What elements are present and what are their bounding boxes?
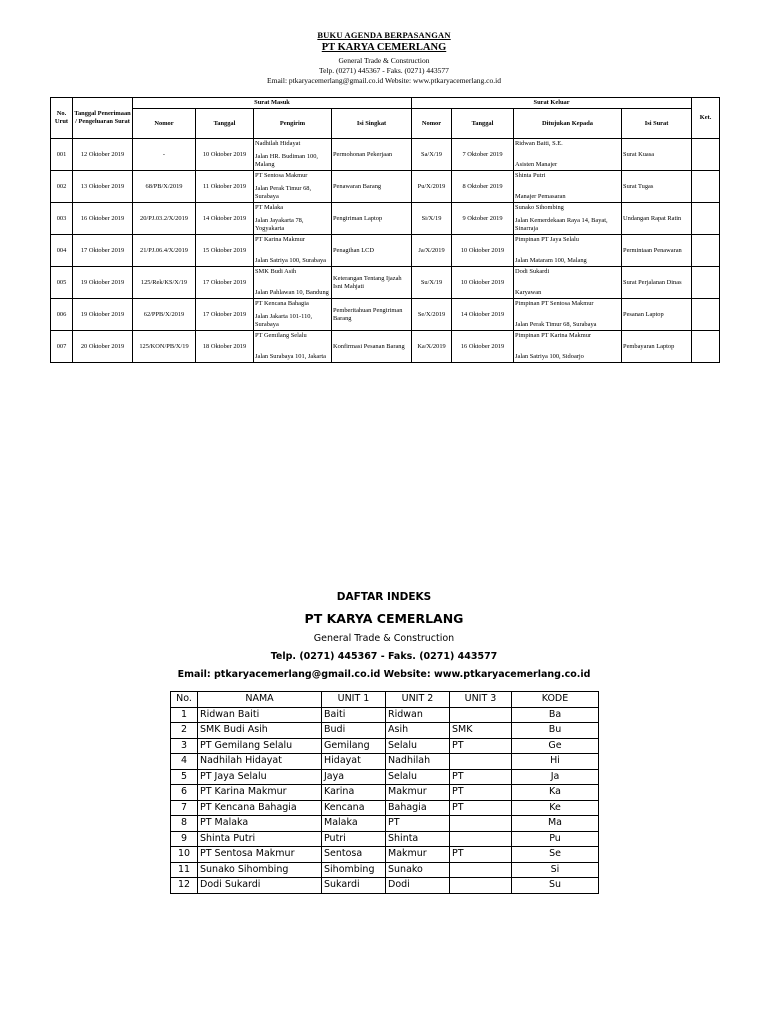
header-surat-masuk: Surat Masuk <box>133 98 412 109</box>
agenda-pengirim-name: PT Kencana Bahagia <box>255 300 309 307</box>
agenda-tanggal: 17 Oktober 2019 <box>73 235 133 267</box>
header-tanggal: Tanggal Penerimaan / Pengeluaran Surat <box>73 98 133 139</box>
agenda-out-nomor: Ka/X/2019 <box>412 331 452 363</box>
agenda-pengirim-name: PT Karina Makmur <box>255 236 305 243</box>
index-unit2: PT <box>386 816 450 832</box>
agenda-isi-singkat: Keterangan Tentang Ijazah Isni Mahjati <box>332 267 412 299</box>
index-row <box>171 816 599 832</box>
agenda-isi-singkat: Konfirmasi Pesanan Barang <box>332 331 412 363</box>
agenda-in-nomor: 125/Rek/KS/X/19 <box>133 267 196 299</box>
agenda-ket <box>692 267 720 299</box>
agenda-ket <box>692 331 720 363</box>
agenda-pengirim-detail: Jalan Perak Timur 68, Surabaya <box>255 185 312 200</box>
agenda-tujuan-detail: Jalan Perak Timur 68, Surabaya <box>515 321 597 328</box>
index-company: PT KARYA CEMERLANG <box>304 611 464 626</box>
agenda-no: 007 <box>51 331 73 363</box>
agenda-out-nomor: Su/X/19 <box>412 267 452 299</box>
agenda-isi-surat: Undangan Rapat Ratin <box>622 203 692 235</box>
agenda-tanggal: 19 Oktober 2019 <box>73 267 133 299</box>
index-header-unit2: UNIT 2 <box>386 692 450 708</box>
agenda-isi-singkat: Pemberitahuan Pengiriman Barang <box>332 299 412 331</box>
agenda-out-tanggal: 8 Oktober 2019 <box>452 171 514 203</box>
agenda-tujuan-detail: Asisten Manajer <box>515 161 558 168</box>
agenda-tujuan-detail: Manajer Pemasaran <box>515 193 566 200</box>
index-unit1: Sukardi <box>322 878 386 894</box>
agenda-table <box>50 97 720 363</box>
index-unit2: Selalu <box>386 769 450 785</box>
agenda-in-tanggal: 15 Oktober 2019 <box>196 235 254 267</box>
agenda-isi-surat: Permintaan Penawaran <box>622 235 692 267</box>
agenda-isi-singkat: Pengiriman Laptop <box>332 203 412 235</box>
agenda-pengirim-name: SMK Budi Asih <box>255 268 297 275</box>
index-nama: Nadhilah Hidayat <box>198 754 322 770</box>
agenda-ket <box>692 203 720 235</box>
agenda-no: 006 <box>51 299 73 331</box>
index-nama: PT Kencana Bahagia <box>198 800 322 816</box>
header-ditujukan: Ditujukan Kepada <box>514 109 622 139</box>
agenda-header <box>0 0 768 86</box>
agenda-row <box>51 331 720 363</box>
agenda-tujuan-detail: Jalan Kemerdekaan Raya 14, Bayat, Sinarraja <box>515 217 608 232</box>
index-unit2: Selalu <box>386 738 450 754</box>
agenda-out-tanggal: 7 Oktober 2019 <box>452 139 514 171</box>
agenda-no: 005 <box>51 267 73 299</box>
agenda-pengirim <box>254 235 332 267</box>
agenda-pengirim-detail: Jalan Pahlawan 10, Bandung <box>255 289 329 296</box>
agenda-in-tanggal: 18 Oktober 2019 <box>196 331 254 363</box>
agenda-phone: Telp. (0271) 445367 - Faks. (0271) 443577 <box>319 66 449 75</box>
agenda-in-nomor: 68/PB/X/2019 <box>133 171 196 203</box>
agenda-isi-singkat: Penagihan LCD <box>332 235 412 267</box>
index-no: 1 <box>171 707 198 723</box>
agenda-tanggal: 16 Oktober 2019 <box>73 203 133 235</box>
agenda-ket <box>692 299 720 331</box>
agenda-out-nomor: Ja/X/2019 <box>412 235 452 267</box>
agenda-in-nomor: - <box>133 139 196 171</box>
agenda-subtitle: General Trade & Construction <box>338 56 430 65</box>
index-unit3 <box>450 707 512 723</box>
index-nama: Ridwan Baiti <box>198 707 322 723</box>
agenda-out-nomor: Se/X/2019 <box>412 299 452 331</box>
agenda-no: 004 <box>51 235 73 267</box>
index-kode: Bu <box>512 723 599 739</box>
agenda-isi-surat: Pembayaran Laptop <box>622 331 692 363</box>
agenda-out-nomor: Sa/X/19 <box>412 139 452 171</box>
agenda-pengirim-name: Nadhilah Hidayat <box>255 140 301 147</box>
agenda-company: PT KARYA CEMERLANG <box>321 42 447 53</box>
agenda-isi-surat: Pesanan Laptop <box>622 299 692 331</box>
index-kode: Hi <box>512 754 599 770</box>
index-title: DAFTAR INDEKS <box>336 591 432 603</box>
agenda-isi-surat: Surat Tugas <box>622 171 692 203</box>
header-in-tanggal: Tanggal <box>196 109 254 139</box>
index-nama: Shinta Putri <box>198 831 322 847</box>
agenda-tujuan <box>514 267 622 299</box>
index-unit3: PT <box>450 769 512 785</box>
agenda-isi-surat: Surat Perjalanan Dinas <box>622 267 692 299</box>
index-unit2: Nadhilah <box>386 754 450 770</box>
agenda-out-tanggal: 10 Oktober 2019 <box>452 235 514 267</box>
index-kode: Su <box>512 878 599 894</box>
index-kode: Ka <box>512 785 599 801</box>
agenda-tujuan-detail: Jalan Satriya 100, Sidoarjo <box>515 353 584 360</box>
index-unit3 <box>450 816 512 832</box>
agenda-title: BUKU AGENDA BERPASANGAN <box>317 30 451 40</box>
agenda-tanggal: 20 Oktober 2019 <box>73 331 133 363</box>
index-unit3: PT <box>450 785 512 801</box>
index-unit1: Jaya <box>322 769 386 785</box>
agenda-tujuan-name: Ridwan Baiti, S.E. <box>515 140 563 147</box>
header-isi-surat: Isi Surat <box>622 109 692 139</box>
agenda-in-tanggal: 17 Oktober 2019 <box>196 267 254 299</box>
index-header-nama: NAMA <box>198 692 322 708</box>
index-row <box>171 878 599 894</box>
agenda-row <box>51 235 720 267</box>
index-kode: Ma <box>512 816 599 832</box>
header-isi-singkat: Isi Singkat <box>332 109 412 139</box>
index-unit2: Sunako <box>386 862 450 878</box>
agenda-pengirim-detail: Jalan Surabaya 101, Jakarta <box>255 353 326 360</box>
index-header-no: No. <box>171 692 198 708</box>
index-kode: Si <box>512 862 599 878</box>
index-unit3 <box>450 878 512 894</box>
index-row <box>171 831 599 847</box>
index-row <box>171 847 599 863</box>
index-nama: Dodi Sukardi <box>198 878 322 894</box>
index-unit2: Makmur <box>386 847 450 863</box>
header-out-tanggal: Tanggal <box>452 109 514 139</box>
index-row <box>171 723 599 739</box>
header-in-nomor: Nomor <box>133 109 196 139</box>
index-no: 11 <box>171 862 198 878</box>
index-unit2: Ridwan <box>386 707 450 723</box>
header-no: No. Urut <box>51 98 73 139</box>
index-unit1: Hidayat <box>322 754 386 770</box>
agenda-pengirim-detail: Jalan Jakarta 101-110, Surabaya <box>255 313 313 328</box>
agenda-tanggal: 19 Oktober 2019 <box>73 299 133 331</box>
agenda-out-tanggal: 9 Oktober 2019 <box>452 203 514 235</box>
agenda-pengirim <box>254 331 332 363</box>
agenda-pengirim <box>254 267 332 299</box>
index-unit2: Bahagia <box>386 800 450 816</box>
index-nama: PT Sentosa Makmur <box>198 847 322 863</box>
agenda-pengirim <box>254 171 332 203</box>
index-unit1: Karina <box>322 785 386 801</box>
index-subtitle: General Trade & Construction <box>313 633 455 644</box>
agenda-isi-surat: Surat Kuasa <box>622 139 692 171</box>
index-kode: Pu <box>512 831 599 847</box>
agenda-row <box>51 171 720 203</box>
index-header <box>0 590 768 681</box>
index-no: 10 <box>171 847 198 863</box>
agenda-row <box>51 139 720 171</box>
agenda-tujuan-name: Pimpinan PT Sentosa Makmur <box>515 300 594 307</box>
index-kode: Ke <box>512 800 599 816</box>
agenda-in-nomor: 20/PJ.03.2/X/2019 <box>133 203 196 235</box>
agenda-in-tanggal: 14 Oktober 2019 <box>196 203 254 235</box>
index-no: 4 <box>171 754 198 770</box>
agenda-isi-singkat: Penawaran Barang <box>332 171 412 203</box>
index-nama: PT Jaya Selalu <box>198 769 322 785</box>
index-row <box>171 738 599 754</box>
index-no: 6 <box>171 785 198 801</box>
index-unit3: PT <box>450 847 512 863</box>
index-no: 9 <box>171 831 198 847</box>
index-unit2: Dodi <box>386 878 450 894</box>
index-contact: Email: ptkaryacemerlang@gmail.co.id Website: www.ptkaryacemerlang.co.id <box>177 669 591 680</box>
index-kode: Se <box>512 847 599 863</box>
index-unit3: PT <box>450 738 512 754</box>
index-unit2: Asih <box>386 723 450 739</box>
agenda-contact: Email: ptkaryacemerlang@gmail.co.id Website: www.ptkaryacemerlang.co.id <box>267 76 501 85</box>
index-unit1: Sihombing <box>322 862 386 878</box>
agenda-tujuan-detail: Jalan Mataram 100, Malang <box>515 257 587 264</box>
index-phone: Telp. (0271) 445367 - Faks. (0271) 443577 <box>270 651 498 662</box>
agenda-tanggal: 12 Oktober 2019 <box>73 139 133 171</box>
index-unit3: SMK <box>450 723 512 739</box>
agenda-isi-singkat: Permohonan Pekerjaan <box>332 139 412 171</box>
index-no: 7 <box>171 800 198 816</box>
index-nama: PT Malaka <box>198 816 322 832</box>
index-nama: SMK Budi Asih <box>198 723 322 739</box>
index-no: 3 <box>171 738 198 754</box>
index-row <box>171 785 599 801</box>
agenda-pengirim-detail: Jalan Jayakarta 78, Yogyakarta <box>255 217 304 232</box>
agenda-pengirim <box>254 299 332 331</box>
index-unit1: Putri <box>322 831 386 847</box>
index-unit2: Makmur <box>386 785 450 801</box>
agenda-pengirim-name: PT Sentosa Makmur <box>255 172 308 179</box>
index-nama: Sunako Sihombing <box>198 862 322 878</box>
agenda-ket <box>692 139 720 171</box>
index-unit2: Shinta <box>386 831 450 847</box>
index-header-kode: KODE <box>512 692 599 708</box>
agenda-in-tanggal: 17 Oktober 2019 <box>196 299 254 331</box>
agenda-pengirim-name: PT Gemilang Selalu <box>255 332 307 339</box>
index-nama: PT Gemilang Selalu <box>198 738 322 754</box>
index-kode: Ja <box>512 769 599 785</box>
agenda-out-nomor: Si/X/19 <box>412 203 452 235</box>
agenda-ket <box>692 171 720 203</box>
header-out-nomor: Nomor <box>412 109 452 139</box>
index-row <box>171 769 599 785</box>
agenda-row <box>51 203 720 235</box>
index-no: 2 <box>171 723 198 739</box>
agenda-pengirim <box>254 203 332 235</box>
header-surat-keluar: Surat Keluar <box>412 98 692 109</box>
index-unit1: Baiti <box>322 707 386 723</box>
index-unit1: Kencana <box>322 800 386 816</box>
agenda-tujuan <box>514 235 622 267</box>
index-no: 8 <box>171 816 198 832</box>
agenda-in-nomor: 62/PPB/X/2019 <box>133 299 196 331</box>
agenda-tujuan <box>514 299 622 331</box>
agenda-out-tanggal: 10 Oktober 2019 <box>452 267 514 299</box>
index-row <box>171 754 599 770</box>
index-no: 12 <box>171 878 198 894</box>
agenda-in-nomor: 21/PJ.06.4/X/2019 <box>133 235 196 267</box>
agenda-tanggal: 13 Oktober 2019 <box>73 171 133 203</box>
agenda-pengirim-detail: Jalan HR. Budiman 100, Malang <box>255 153 319 168</box>
agenda-pengirim <box>254 139 332 171</box>
agenda-row <box>51 299 720 331</box>
agenda-tujuan-name: Shinta Putri <box>515 172 546 179</box>
index-row <box>171 800 599 816</box>
agenda-tujuan <box>514 331 622 363</box>
agenda-in-nomor: 125/KON/PB/X/19 <box>133 331 196 363</box>
agenda-tujuan-name: Sunako Sihombing <box>515 204 564 211</box>
index-row <box>171 862 599 878</box>
agenda-tujuan-name: Dodi Sukardi <box>515 268 550 275</box>
agenda-tujuan-name: Pimpinan PT Jaya Selalu <box>515 236 579 243</box>
agenda-tujuan-detail: Karyawan <box>515 289 542 296</box>
index-header-unit3: UNIT 3 <box>450 692 512 708</box>
agenda-no: 002 <box>51 171 73 203</box>
agenda-no: 001 <box>51 139 73 171</box>
index-unit1: Malaka <box>322 816 386 832</box>
index-unit3 <box>450 862 512 878</box>
index-unit3 <box>450 754 512 770</box>
agenda-pengirim-detail: Jalan Satriya 100, Surabaya <box>255 257 326 264</box>
header-ket: Ket. <box>692 98 720 139</box>
agenda-tujuan <box>514 203 622 235</box>
agenda-in-tanggal: 10 Oktober 2019 <box>196 139 254 171</box>
index-kode: Ba <box>512 707 599 723</box>
index-kode: Ge <box>512 738 599 754</box>
agenda-pengirim-name: PT Malaka <box>255 204 284 211</box>
index-table <box>170 691 599 894</box>
agenda-tujuan <box>514 139 622 171</box>
index-unit1: Gemilang <box>322 738 386 754</box>
agenda-ket <box>692 235 720 267</box>
index-row <box>171 707 599 723</box>
agenda-out-nomor: Pu/X/2019 <box>412 171 452 203</box>
index-unit1: Sentosa <box>322 847 386 863</box>
header-pengirim: Pengirim <box>254 109 332 139</box>
index-unit1: Budi <box>322 723 386 739</box>
index-header-unit1: UNIT 1 <box>322 692 386 708</box>
agenda-in-tanggal: 11 Oktober 2019 <box>196 171 254 203</box>
index-no: 5 <box>171 769 198 785</box>
agenda-tujuan <box>514 171 622 203</box>
agenda-row <box>51 267 720 299</box>
agenda-no: 003 <box>51 203 73 235</box>
index-nama: PT Karina Makmur <box>198 785 322 801</box>
agenda-tujuan-name: Pimpinan PT Karina Makmur <box>515 332 592 339</box>
agenda-out-tanggal: 14 Oktober 2019 <box>452 299 514 331</box>
index-unit3 <box>450 831 512 847</box>
index-unit3: PT <box>450 800 512 816</box>
agenda-out-tanggal: 16 Oktober 2019 <box>452 331 514 363</box>
